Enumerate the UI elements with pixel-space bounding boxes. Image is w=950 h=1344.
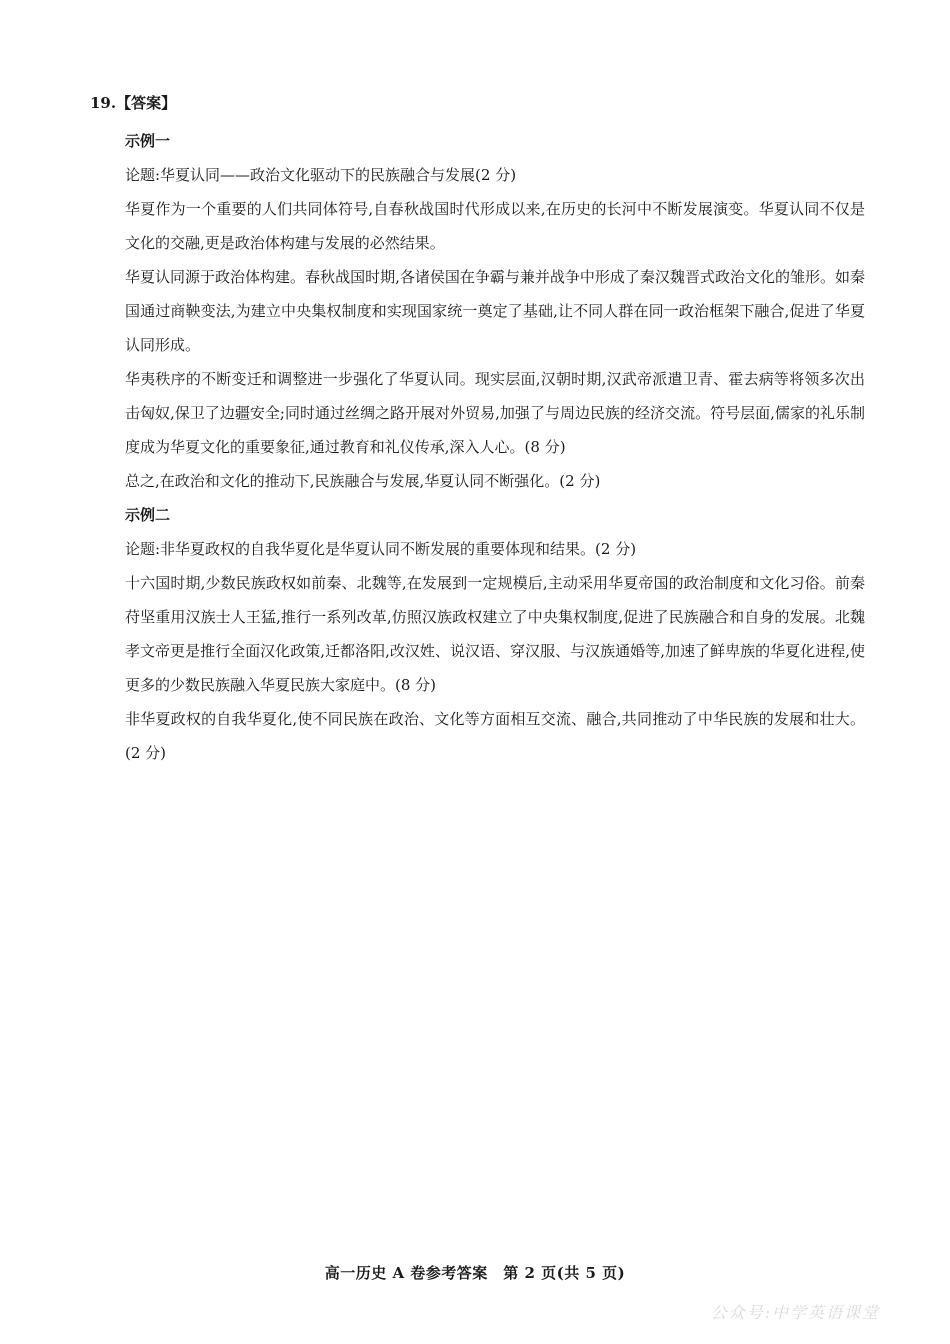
- example-one-intro: 华夏作为一个重要的人们共同体符号,自春秋战国时代形成以来,在历史的长河中不断发展演变。华夏认同不仅是文化的交融,更是政治体构建与发展的必然结果。: [125, 200, 865, 252]
- question-label: 19.【答案】: [90, 94, 177, 112]
- answer-content: [125, 124, 865, 770]
- example-one-title: 示例一: [125, 132, 171, 150]
- example-two-body: 十六国时期,少数民族政权如前秦、北魏等,在发展到一定规模后,主动采用华夏帝国的政治制度和文化习俗。前秦苻坚重用汉族士人王猛,推行一系列改革,仿照汉族政权建立了中央集权制度,促进了民族融合和自身的发展。北魏孝文帝更是推行全面汉化政策,迁都洛阳,改汉姓、说汉语、穿汉服、与汉族通婚等,加速了鲜卑族的华夏化进程,使更多的少数民族融入华夏民族大家庭中。(8 分): [125, 574, 865, 694]
- example-one-point-2: 华夷秩序的不断变迁和调整进一步强化了华夏认同。现实层面,汉朝时期,汉武帝派遣卫青、霍去病等将领多次出击匈奴,保卫了边疆安全;同时通过丝绸之路开展对外贸易,加强了与周边民族的经济交流。符号层面,儒家的礼乐制度成为华夏文化的重要象征,通过教育和礼仪传承,深入人心。(8 分): [125, 370, 865, 456]
- example-one-point-1: 华夏认同源于政治体构建。春秋战国时期,各诸侯国在争霸与兼并战争中形成了秦汉魏晋式政治文化的雏形。如秦国通过商鞅变法,为建立中央集权制度和实现国家统一奠定了基础,让不同人群在同一政治框架下融合,促进了华夏认同形成。: [125, 268, 865, 354]
- example-one-conclusion: 总之,在政治和文化的推动下,民族融合与发展,华夏认同不断强化。(2 分): [125, 472, 601, 490]
- example-two-title: 示例二: [125, 506, 171, 524]
- example-two: [125, 498, 865, 770]
- watermark: 公众号:中学英语课堂: [710, 1303, 880, 1322]
- example-one-thesis: 论题:华夏认同——政治文化驱动下的民族融合与发展(2 分): [125, 166, 517, 184]
- example-two-thesis: 论题:非华夏政权的自我华夏化是华夏认同不断发展的重要体现和结果。(2 分): [125, 540, 637, 558]
- example-two-conclusion: 非华夏政权的自我华夏化,使不同民族在政治、文化等方面相互交流、融合,共同推动了中华民族的发展和壮大。(2 分): [125, 710, 865, 762]
- example-one: [125, 124, 865, 498]
- page-footer: 高一历史 A 卷参考答案 第 2 页(共 5 页): [324, 1264, 626, 1282]
